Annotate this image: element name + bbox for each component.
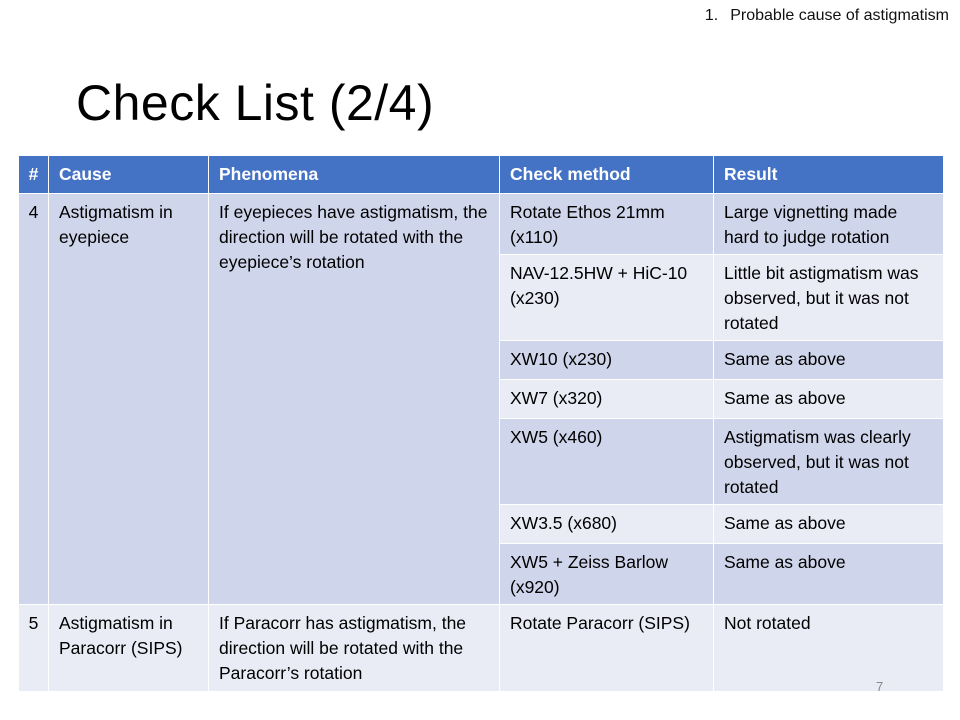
check-list-table	[18, 155, 944, 692]
cell-result: Same as above	[714, 341, 944, 380]
table-row	[19, 605, 944, 692]
cell-cause: Astigmatism in Paracorr (SIPS)	[49, 605, 209, 692]
table-row	[19, 194, 944, 255]
section-note	[705, 7, 949, 25]
cell-result: Same as above	[714, 544, 944, 605]
cell-number: 5	[19, 605, 49, 692]
page-number: 7	[876, 679, 884, 694]
cell-result: Same as above	[714, 380, 944, 419]
cell-check-method: Rotate Ethos 21mm (x110)	[500, 194, 714, 255]
cell-check-method: Rotate Paracorr (SIPS)	[500, 605, 714, 692]
slide-title: Check List (2/4)	[76, 75, 435, 131]
table-header-row	[19, 156, 944, 194]
cell-number: 4	[19, 194, 49, 605]
header-phenomena: Phenomena	[209, 156, 500, 194]
cell-phenomena: If eyepieces have astigmatism, the direction will be rotated with the eyepiece’s rotation	[209, 194, 500, 605]
cell-check-method: XW3.5 (x680)	[500, 505, 714, 544]
cell-check-method: XW10 (x230)	[500, 341, 714, 380]
cell-result: Little bit astigmatism was observed, but it was not rotated	[714, 255, 944, 341]
cell-result: Not rotated	[714, 605, 944, 692]
section-note-text: Probable cause of astigmatism	[730, 7, 949, 24]
header-result: Result	[714, 156, 944, 194]
cell-check-method: XW5 (x460)	[500, 419, 714, 505]
header-number: #	[19, 156, 49, 194]
cell-cause: Astigmatism in eyepiece	[49, 194, 209, 605]
cell-result: Astigmatism was clearly observed, but it was not rotated	[714, 419, 944, 505]
cell-phenomena: If Paracorr has astigmatism, the direction will be rotated with the Paracorr’s rotation	[209, 605, 500, 692]
cell-check-method: XW7 (x320)	[500, 380, 714, 419]
header-cause: Cause	[49, 156, 209, 194]
cell-check-method: NAV-12.5HW + HiC-10 (x230)	[500, 255, 714, 341]
header-check-method: Check method	[500, 156, 714, 194]
cell-result: Large vignetting made hard to judge rotation	[714, 194, 944, 255]
cell-check-method: XW5 + Zeiss Barlow (x920)	[500, 544, 714, 605]
cell-result: Same as above	[714, 505, 944, 544]
section-note-number: 1.	[704, 7, 719, 24]
